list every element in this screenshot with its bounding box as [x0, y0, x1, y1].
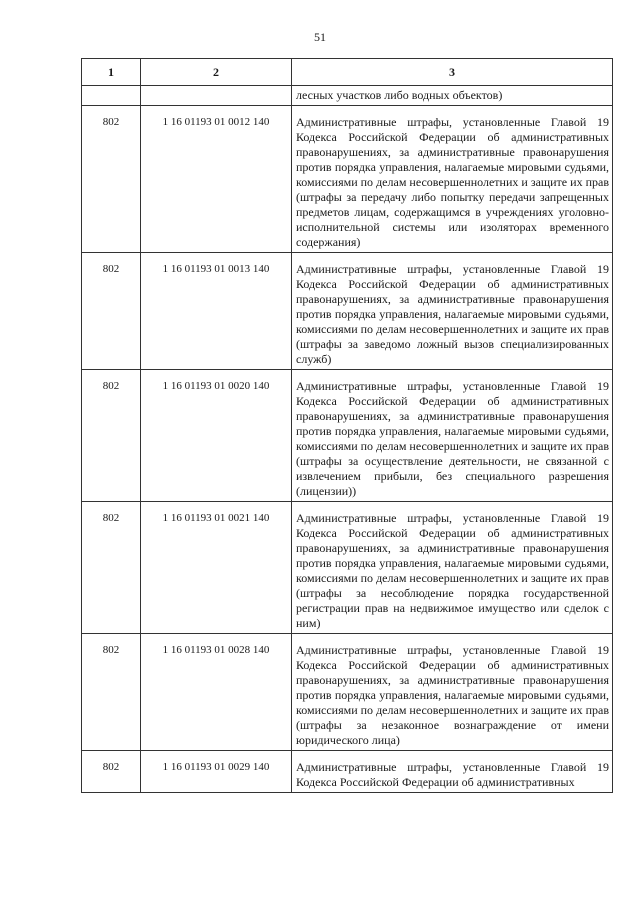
budget-code-cell: 1 16 01193 01 0013 140 [141, 253, 292, 370]
admin-code-cell: 802 [82, 106, 141, 253]
description-cell: Административные штрафы, установленные Главой 19 Кодекса Российской Федерации об административных правонарушениях, за административные правонарушения против порядка управления, налагаемые мировыми судьями, комиссиями по делам несовершеннолетних и защите их прав (штрафы за заведомо ложный вызов специализированных служб) [292, 253, 613, 370]
column-header-2: 2 [141, 59, 292, 86]
table-row [82, 86, 613, 106]
admin-code-cell: 802 [82, 751, 141, 793]
admin-code-cell: 802 [82, 502, 141, 634]
budget-code-cell [141, 86, 292, 106]
table-row [82, 106, 613, 253]
admin-code-cell [82, 86, 141, 106]
admin-code-cell: 802 [82, 253, 141, 370]
page-number: 51 [314, 30, 326, 44]
column-header-1: 1 [82, 59, 141, 86]
budget-code-cell: 1 16 01193 01 0012 140 [141, 106, 292, 253]
budget-code-cell: 1 16 01193 01 0021 140 [141, 502, 292, 634]
budget-code-table [81, 58, 613, 793]
budget-code-cell: 1 16 01193 01 0028 140 [141, 634, 292, 751]
description-cell: Административные штрафы, установленные Главой 19 Кодекса Российской Федерации об административных правонарушениях, за административные правонарушения против порядка управления, налагаемые мировыми судьями, комиссиями по делам несовершеннолетних и защите их прав (штрафы за осуществление деятельности, не связанной с извлечением прибыли, без специального разрешения (лицензии)) [292, 370, 613, 502]
description-cell: лесных участков либо водных объектов) [292, 86, 613, 106]
table-row [82, 370, 613, 502]
description-cell: Административные штрафы, установленные Главой 19 Кодекса Российской Федерации об административных правонарушениях, за административные правонарушения против порядка управления, налагаемые мировыми судьями, комиссиями по делам несовершеннолетних и защите их прав (штрафы за несоблюдение порядка государственной регистрации прав на недвижимое имущество или сделок с ним) [292, 502, 613, 634]
table-row [82, 253, 613, 370]
table-row [82, 751, 613, 793]
budget-code-cell: 1 16 01193 01 0020 140 [141, 370, 292, 502]
description-cell: Административные штрафы, установленные Главой 19 Кодекса Российской Федерации об административных [292, 751, 613, 793]
description-cell: Административные штрафы, установленные Главой 19 Кодекса Российской Федерации об административных правонарушениях, за административные правонарушения против порядка управления, налагаемые мировыми судьями, комиссиями по делам несовершеннолетних и защите их прав (штрафы за незаконное вознаграждение от имени юридического лица) [292, 634, 613, 751]
column-header-3: 3 [292, 59, 613, 86]
admin-code-cell: 802 [82, 634, 141, 751]
table-row [82, 634, 613, 751]
budget-code-cell: 1 16 01193 01 0029 140 [141, 751, 292, 793]
description-cell: Административные штрафы, установленные Главой 19 Кодекса Российской Федерации об административных правонарушениях, за административные правонарушения против порядка управления, налагаемые мировыми судьями, комиссиями по делам несовершеннолетних и защите их прав (штрафы за передачу либо попытку передачи запрещенных предметов лицам, содержащимся в учреждениях уголовно-исполнительной системы или изоляторах временного содержания) [292, 106, 613, 253]
admin-code-cell: 802 [82, 370, 141, 502]
header-row [82, 59, 613, 86]
table-row [82, 502, 613, 634]
